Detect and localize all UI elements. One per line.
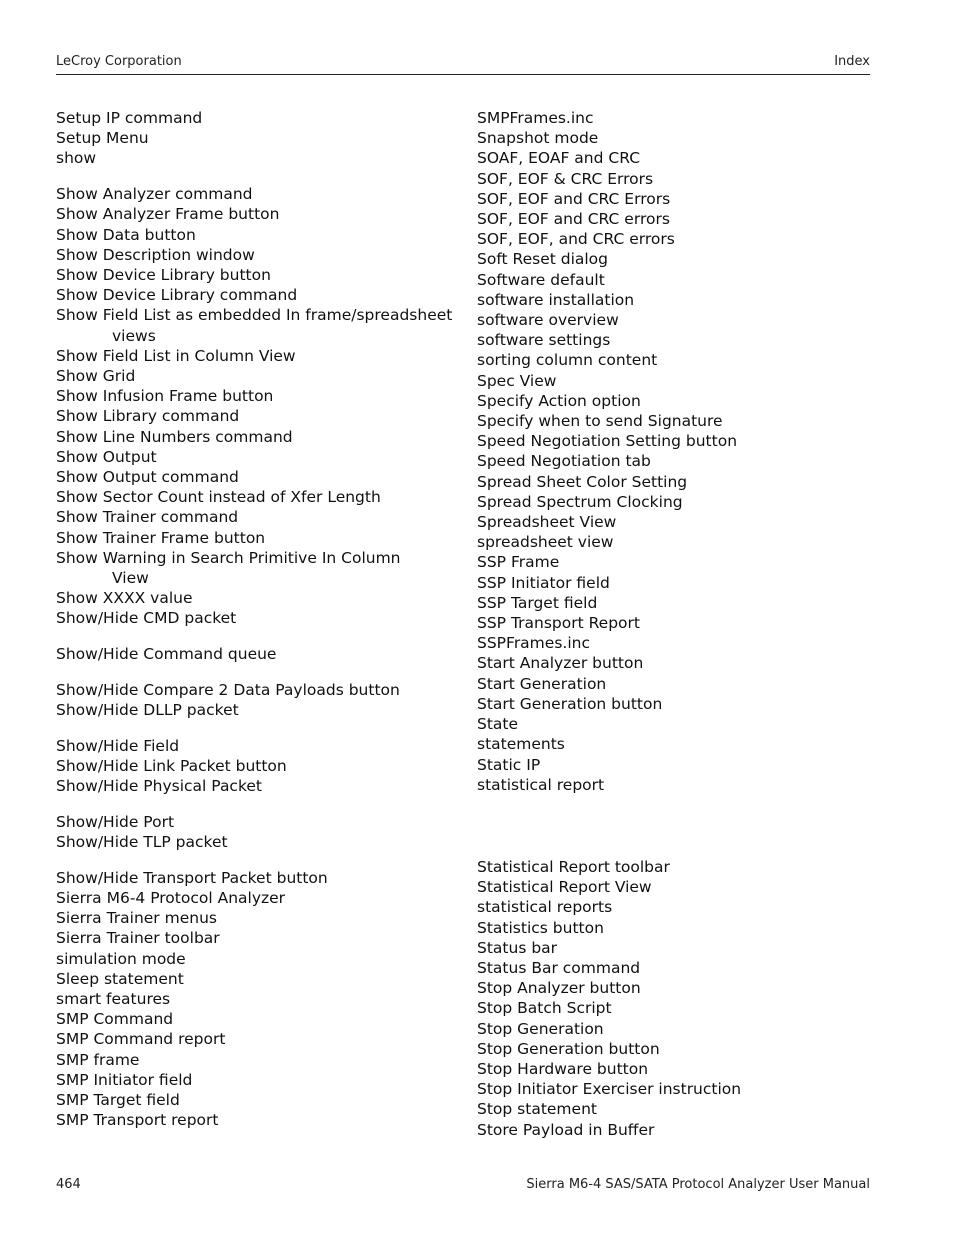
index-entry: Show Output — [56, 447, 157, 466]
header-divider — [56, 74, 870, 75]
index-entry: Sierra M6-4 Protocol Analyzer — [56, 888, 286, 907]
index-entry: Show/Hide Command queue — [56, 645, 277, 664]
index-entry: Show/Hide Link Packet button — [56, 756, 287, 775]
index-entry: SOF, EOF and CRC errors — [477, 210, 670, 229]
index-entry: statistical report — [477, 775, 605, 794]
index-entry: simulation mode — [56, 949, 186, 968]
manual-title: Sierra M6-4 SAS/SATA Protocol Analyzer User Manual — [526, 1177, 870, 1192]
index-entry: SOF, EOF and CRC Errors — [477, 189, 671, 208]
index-entry: Stop Generation button — [477, 1039, 660, 1058]
index-entry: software overview — [477, 311, 619, 330]
index-entry: SOF, EOF, and CRC errors — [477, 230, 675, 249]
index-entry: Start Analyzer button — [477, 654, 644, 673]
index-entry: Stop Generation — [477, 1019, 604, 1038]
index-entry: SSP Target field — [477, 593, 598, 612]
index-entry: sorting column content — [477, 351, 658, 370]
index-entry: Show Data button — [56, 225, 196, 244]
index-entry-continuation: views — [112, 326, 156, 345]
index-entry: SSP Frame — [477, 553, 560, 572]
index-entry: Show Description window — [56, 245, 255, 264]
index-entry: SMPFrames.inc — [477, 109, 594, 127]
index-entry: Store Payload in Buffer — [477, 1120, 655, 1139]
index-entry: spreadsheet view — [477, 533, 614, 552]
index-entry: Show Output command — [56, 467, 239, 486]
index-entry: SMP Target field — [56, 1090, 180, 1109]
index-entry: Show Line Numbers command — [56, 427, 293, 446]
index-entry: software settings — [477, 331, 611, 350]
index-entry: Status bar — [477, 938, 558, 957]
index-entry: Show Analyzer command — [56, 185, 253, 204]
index-entry: Spread Sheet Color Setting — [477, 472, 688, 491]
index-entry: Sierra Trainer toolbar — [56, 929, 220, 948]
index-entry: Setup IP command — [56, 109, 203, 127]
index-entry: Show/Hide CMD packet — [56, 609, 237, 628]
index-entry: SMP Transport report — [56, 1111, 219, 1130]
running-header-section: Index — [834, 54, 870, 69]
index-entry: Spec View — [477, 371, 557, 390]
index-entry: Show/Hide Port — [56, 812, 175, 831]
index-entry: Soft Reset dialog — [477, 250, 609, 269]
index-entry: Specify when to send Signature — [477, 412, 723, 431]
index-entry: Stop statement — [477, 1100, 597, 1119]
index-entry: State — [477, 715, 519, 734]
index-entry: SOAF, EOAF and CRC — [477, 149, 641, 168]
index-entry: Show Library command — [56, 407, 240, 426]
index-entry: Stop Analyzer button — [477, 979, 641, 998]
index-entry: SMP Command report — [56, 1030, 226, 1049]
index-entry: Sierra Trainer menus — [56, 909, 217, 928]
index-entry: SOF, EOF & CRC Errors — [477, 169, 654, 188]
index-entry: Show/Hide Physical Packet — [56, 777, 262, 796]
index-entry: Sleep statement — [56, 969, 184, 988]
index-entry-continuation: View — [112, 568, 149, 587]
index-entry: Show/Hide TLP packet — [56, 833, 228, 851]
index-entry: Show/Hide DLLP packet — [56, 700, 239, 719]
index-entry: Show Sector Count instead of Xfer Length — [56, 488, 381, 507]
index-entry: software installation — [477, 290, 635, 309]
index-entry: Show/Hide Transport Packet button — [56, 868, 328, 887]
index-entry: Show Field List as embedded In frame/spreadsheet — [56, 306, 453, 325]
index-entry: Show Infusion Frame button — [56, 387, 274, 406]
index-entry: Show Warning in Search Primitive In Column — [56, 548, 401, 567]
index-entry: Stop Batch Script — [477, 999, 612, 1018]
index-entry: SMP Command — [56, 1010, 174, 1029]
index-entry: Software default — [477, 270, 605, 289]
index-entry: Speed Negotiation tab — [477, 452, 651, 471]
index-column-right — [477, 108, 877, 1140]
index-entry: Spread Spectrum Clocking — [477, 492, 683, 511]
index-entry: Statistics button — [477, 918, 604, 937]
index-entry: Show/Hide Field — [56, 736, 180, 755]
index-entry: Show Device Library command — [56, 286, 298, 305]
index-entry: Show XXXX value — [56, 589, 193, 608]
index-entry: Statistical Report toolbar — [477, 857, 670, 876]
index-column-left — [56, 108, 456, 1130]
index-entry: statements — [477, 735, 565, 754]
index-entry: smart features — [56, 989, 171, 1008]
index-entry: Show Grid — [56, 366, 136, 385]
index-entry: SMP Initiator field — [56, 1070, 193, 1089]
index-entry: Show Field List in Column View — [56, 346, 296, 365]
index-entry: Show Device Library button — [56, 265, 271, 284]
index-entry: Stop Initiator Exerciser instruction — [477, 1080, 742, 1099]
index-entry: Status Bar command — [477, 958, 641, 977]
index-entry: Start Generation button — [477, 694, 663, 713]
index-entry: statistical reports — [477, 898, 613, 917]
index-entry: SSP Transport Report — [477, 614, 640, 633]
index-entry: show — [56, 149, 97, 168]
index-entry: Show Trainer Frame button — [56, 528, 266, 547]
index-entry: SMP frame — [56, 1050, 140, 1069]
index-entry: Snapshot mode — [477, 129, 599, 148]
index-entry: Setup Menu — [56, 129, 149, 148]
index-entry: Show Trainer command — [56, 508, 239, 527]
index-entry: Speed Negotiation Setting button — [477, 432, 738, 451]
index-entry: Specify Action option — [477, 391, 641, 410]
index-entry: Show Analyzer Frame button — [56, 205, 280, 224]
index-entry: Show/Hide Compare 2 Data Payloads button — [56, 680, 400, 699]
index-entry: SSP Initiator field — [477, 573, 610, 592]
index-entry: Static IP — [477, 755, 541, 774]
index-entry: Spreadsheet View — [477, 513, 617, 532]
index-entry: Start Generation — [477, 674, 607, 693]
index-entry: SSPFrames.inc — [477, 634, 590, 653]
running-header-company: LeCroy Corporation — [56, 54, 182, 69]
index-entry: Statistical Report View — [477, 878, 652, 897]
index-entry: Stop Hardware button — [477, 1059, 649, 1078]
page-number: 464 — [56, 1177, 81, 1192]
